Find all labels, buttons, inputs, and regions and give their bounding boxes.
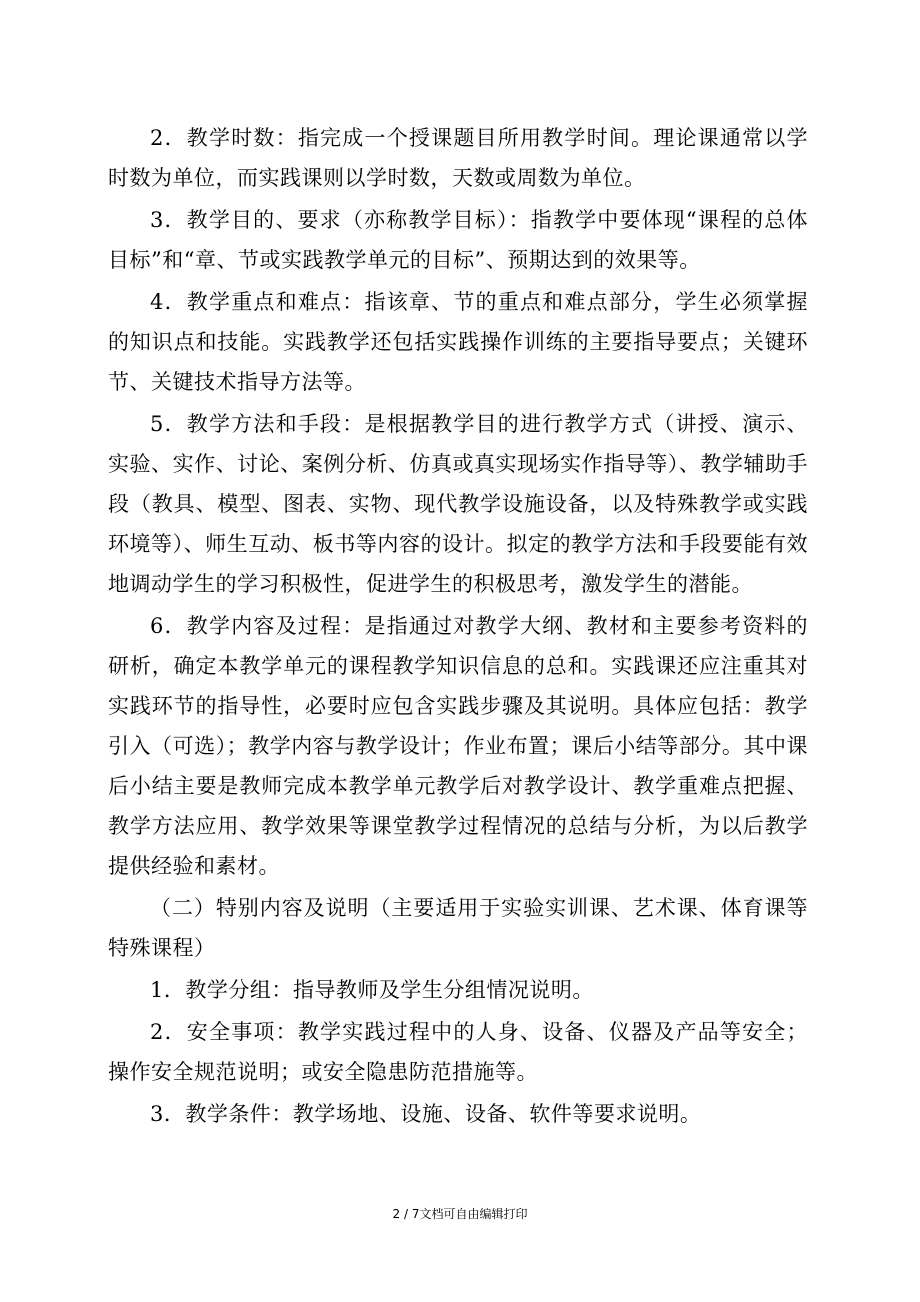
paragraph-safety-matters: 2．安全事项：教学实践过程中的人身、设备、仪器及产品等安全；操作安全规范说明；或安全隐患防范措施等。: [108, 1020, 808, 1084]
document-body: [108, 118, 808, 1134]
paragraph-key-points: 4．教学重点和难点：指该章、节的重点和难点部分，学生必须掌握的知识点和技能。实践教学还包括实践操作训练的主要指导要点；关键环节、关键技术指导方法等。: [108, 290, 808, 394]
paragraph-teaching-conditions: 3．教学条件：教学场地、设施、设备、软件等要求说明。: [150, 1102, 702, 1126]
paragraph-teaching-grouping: 1．教学分组：指导教师及学生分组情况说明。: [150, 978, 594, 1002]
paragraph-teaching-methods: 5．教学方法和手段：是根据教学目的进行教学方式（讲授、演示、实验、实作、讨论、案例分析、仿真或真实现场实作指导等）、教学辅助手段（教具、模型、图表、实物、现代教学设施设备，以及特殊教学或实践环境等）、师生互动、板书等内容的设计。拟定的教学方法和手段要能有效地调动学生的学习积极性，促进学生的积极思考，激发学生的潜能。: [108, 412, 808, 596]
section-heading-special-content: （二）特别内容及说明（主要适用于实验实训课、艺术课、体育课等特殊课程）: [108, 896, 808, 960]
paragraph-teaching-content: 6．教学内容及过程：是指通过对教学大纲、教材和主要参考资料的研析，确定本教学单元的课程教学知识信息的总和。实践课还应注重其对实践环节的指导性，必要时应包含实践步骤及其说明。具体应包括：教学引入（可选）；教学内容与教学设计；作业布置；课后小结等部分。其中课后小结主要是教师完成本教学单元教学后对教学设计、教学重难点把握、教学方法应用、教学效果等课堂教学过程情况的总结与分析，为以后教学提供经验和素材。: [108, 614, 808, 878]
paragraph-teaching-hours: 2．教学时数：指完成一个授课题目所用教学时间。理论课通常以学时数为单位，而实践课则以学时数，天数或周数为单位。: [108, 126, 808, 190]
paragraph-teaching-objectives: 3．教学目的、要求（亦称教学目标）：指教学中要体现“课程的总体目标”和“章、节或实践教学单元的目标”、预期达到的效果等。: [108, 208, 808, 272]
page-footer: 2 / 7文档可自由编辑打印: [392, 1207, 528, 1221]
